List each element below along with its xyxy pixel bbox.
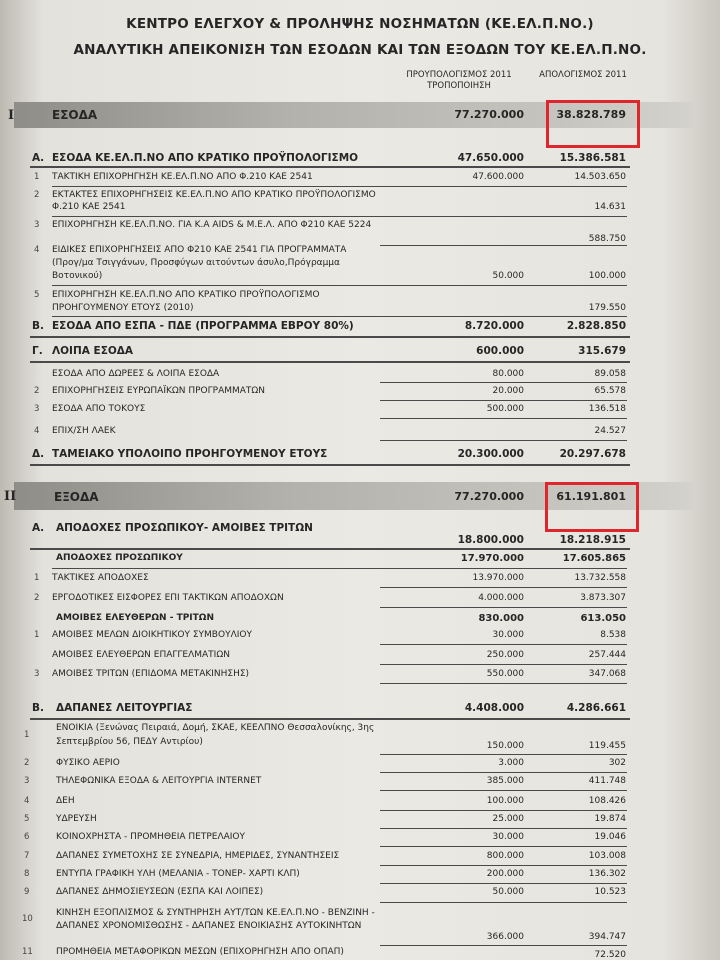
item-number: 4 bbox=[34, 426, 40, 436]
item-actual: 100.000 bbox=[588, 271, 626, 281]
item-label-line2: (Προγ/μα Τσιγγάνων, Προσφύγων αιτούντων άσυλο,Πρόγραμμα bbox=[52, 258, 340, 268]
item-actual: 8.538 bbox=[600, 630, 626, 640]
item-actual: 136.518 bbox=[588, 404, 626, 414]
item-budget: 200.000 bbox=[486, 869, 524, 879]
rule bbox=[380, 810, 627, 811]
item-budget: 500.000 bbox=[486, 404, 524, 414]
rule bbox=[52, 186, 627, 187]
revenue-c-actual: 315.679 bbox=[578, 345, 626, 357]
item-label-line3: Βοτονικού) bbox=[52, 271, 103, 281]
revenue-b-actual: 2.828.850 bbox=[566, 320, 626, 332]
rule bbox=[380, 883, 627, 884]
item-actual: 65.578 bbox=[594, 386, 626, 396]
item-actual: 10.523 bbox=[594, 887, 626, 897]
item-label: ΚΙΝΗΣΗ ΕΞΟΠΛΙΣΜΟΣ & ΣΥΝΤΗΡΗΣΗ ΑΥΤ/ΤΩΝ ΚΕ.ΕΛ.Π.ΝΟ - ΒΕΝΖΙΝΗ - bbox=[56, 908, 375, 918]
revenue-c-label: ΛΟΙΠΑ ΕΣΟΔΑ bbox=[52, 345, 134, 357]
expenses-third-budget: 830.000 bbox=[478, 613, 524, 624]
item-actual: 3.873.307 bbox=[580, 593, 626, 603]
item-number: 1 bbox=[34, 172, 40, 182]
document-subtitle: ΑΝΑΛΥΤΙΚΗ ΑΠΕΙΚΟΝΙΣΗ ΤΩΝ ΕΣΟΔΩΝ ΚΑΙ ΤΩΝ ΕΞΟΔΩΝ ΤΟΥ ΚΕ.ΕΛ.Π.ΝΟ. bbox=[73, 42, 647, 58]
expenses-staff-row bbox=[0, 553, 720, 569]
item-budget: 550.000 bbox=[486, 669, 524, 679]
item-actual: 14.631 bbox=[594, 202, 626, 212]
item-number: 3 bbox=[24, 776, 30, 786]
item-budget: 20.000 bbox=[492, 386, 524, 396]
revenue-b-letter: Β. bbox=[32, 320, 44, 332]
revenue-c-row bbox=[0, 345, 720, 361]
rule bbox=[380, 754, 627, 755]
column-header-budget: ΠΡΟΥΠΟΛΟΓΙΣΜΟΣ 2011 ΤΡΟΠΟΠΟΙΗΣΗ bbox=[406, 70, 512, 91]
item-budget: 30.000 bbox=[492, 630, 524, 640]
expenses-third-label: ΑΜΟΙΒΕΣ ΕΛΕΥΘΕΡΩΝ - ΤΡΙΤΩΝ bbox=[56, 613, 214, 623]
expenses-a-letter: Α. bbox=[32, 522, 45, 534]
item-label-line2: Φ.210 ΚΑΕ 2541 bbox=[52, 202, 126, 212]
expenses-a-label: ΑΠΟΔΟΧΕΣ ΠΡΟΣΩΠΙΚΟΥ- ΑΜΟΙΒΕΣ ΤΡΙΤΩΝ bbox=[56, 522, 313, 534]
expenses-staff-actual: 17.605.865 bbox=[562, 553, 626, 564]
item-label: ΤΑΚΤΙΚΕΣ ΑΠΟΔΟΧΕΣ bbox=[52, 573, 149, 583]
expenses-b-label: ΔΑΠΑΝΕΣ ΛΕΙΤΟΥΡΓΙΑΣ bbox=[56, 702, 193, 714]
item-actual: 257.444 bbox=[588, 650, 626, 660]
rule bbox=[380, 945, 627, 946]
item-budget: 13.970.000 bbox=[472, 573, 524, 583]
item-actual: 347.068 bbox=[588, 669, 626, 679]
item-actual: 24.527 bbox=[594, 426, 626, 436]
expenses-staff-label: ΑΠΟΔΟΧΕΣ ΠΡΟΣΩΠΙΚΟΥ bbox=[56, 553, 183, 563]
expenses-roman: II bbox=[4, 489, 17, 504]
item-actual: 19.874 bbox=[594, 814, 626, 824]
item-budget: 366.000 bbox=[486, 932, 524, 942]
item-actual: 108.426 bbox=[588, 796, 626, 806]
item-number: 6 bbox=[24, 832, 30, 842]
revenue-label: ΕΣΟΔΑ bbox=[52, 108, 98, 122]
expenses-a-budget: 18.800.000 bbox=[457, 534, 524, 546]
item-label: ΑΜΟΙΒΕΣ ΕΛΕΥΘΕΡΩΝ ΕΠΑΓΓΕΛΜΑΤΙΩΝ bbox=[52, 650, 230, 660]
item-budget: 100.000 bbox=[486, 796, 524, 806]
item-budget: 800.000 bbox=[486, 851, 524, 861]
item-label-line2: ΠΡΟΗΓΟΥΜΕΝΟΥ ΕΤΟΥΣ (2010) bbox=[52, 303, 194, 313]
rule bbox=[380, 828, 627, 829]
revenue-a-actual: 15.386.581 bbox=[559, 152, 626, 164]
rule bbox=[380, 587, 627, 588]
item-label: ΠΡΟΜΗΘΕΙΑ ΜΕΤΑΦΟΡΙΚΩΝ ΜΕΣΩΝ (ΕΠΙΧΟΡΗΓΗΣΗ ΑΠΟ ΟΠΑΠ) bbox=[56, 947, 344, 957]
item-number: 1 bbox=[34, 630, 40, 640]
revenue-d-budget: 20.300.000 bbox=[457, 448, 524, 460]
item-label-line2: Σεπτεμβρίου 56, ΠΕΔΥ Αντιρίου) bbox=[56, 737, 203, 747]
item-number: 11 bbox=[22, 947, 33, 957]
item-label: ΦΥΣΙΚΟ ΑΕΡΙΟ bbox=[56, 758, 120, 768]
expenses-budget: 77.270.000 bbox=[454, 490, 524, 503]
item-budget: 50.000 bbox=[492, 271, 524, 281]
rule bbox=[52, 316, 627, 317]
expenses-b-actual: 4.286.661 bbox=[566, 702, 626, 714]
item-number: 10 bbox=[22, 914, 33, 924]
rule bbox=[380, 902, 627, 903]
revenue-d-label: ΤΑΜΕΙΑΚΟ ΥΠΟΛΟΙΠΟ ΠΡΟΗΓΟΥΜΕΝΟΥ ΕΤΟΥΣ bbox=[52, 448, 328, 460]
item-label: ΤΗΛΕΦΩΝΙΚΑ ΕΞΟΔΑ & ΛΕΙΤΟΥΡΓΙΑ INTERNET bbox=[56, 776, 262, 786]
item-budget: 30.000 bbox=[492, 832, 524, 842]
document-title: ΚΕΝΤΡΟ ΕΛΕΓΧΟΥ & ΠΡΟΛΗΨΗΣ ΝΟΣΗΜΑΤΩΝ (ΚΕ.ΕΛ.Π.ΝΟ.) bbox=[126, 16, 594, 32]
item-number: 2 bbox=[24, 758, 30, 768]
item-budget: 385.000 bbox=[486, 776, 524, 786]
rule bbox=[30, 336, 630, 338]
item-number: 2 bbox=[34, 386, 40, 396]
item-label: ΥΔΡΕΥΣΗ bbox=[56, 814, 97, 824]
item-label: ΕΚΤΑΚΤΕΣ ΕΠΙΧΟΡΗΓΗΣΕΙΣ ΚΕ.ΕΛ.Π.ΝΟ ΑΠΟ ΚΡΑΤΙΚΟ ΠΡΟΫΠΟΛΟΓΙΣΜΟ bbox=[52, 190, 376, 200]
rule bbox=[52, 216, 627, 217]
revenue-a-letter: Α. bbox=[32, 152, 45, 164]
rule bbox=[380, 644, 627, 645]
item-budget: 47.600.000 bbox=[472, 172, 524, 182]
expenses-b-letter: Β. bbox=[32, 702, 44, 714]
item-label: ΕΡΓΟΔΟΤΙΚΕΣ ΕΙΣΦΟΡΕΣ ΕΠΙ ΤΑΚΤΙΚΩΝ ΑΠΟΔΟΧΩΝ bbox=[52, 593, 284, 603]
item-number: 1 bbox=[34, 573, 40, 583]
expenses-label: ΕΞΟΔΑ bbox=[54, 490, 99, 504]
item-number: 5 bbox=[24, 814, 30, 824]
revenue-d-actual: 20.297.678 bbox=[559, 448, 626, 460]
item-label: ΔΕΗ bbox=[56, 796, 75, 806]
revenue-d-row bbox=[0, 448, 720, 464]
item-label: ΕΠΙΧΟΡΗΓΗΣΗ ΚΕ.ΕΛ.Π.ΝΟ ΑΠΟ ΚΡΑΤΙΚΟ ΠΡΟΫΠΟΛΟΓΙΣΜΟ bbox=[52, 290, 320, 300]
expenses-third-actual: 613.050 bbox=[580, 613, 626, 624]
item-actual: 19.046 bbox=[594, 832, 626, 842]
rule bbox=[30, 718, 630, 720]
item-budget: 250.000 bbox=[486, 650, 524, 660]
item-label: ΕΠΙΧΟΡΗΓΗΣΗ ΚΕ.ΕΛ.Π.ΝΟ. ΓΙΑ Κ.Α AIDS & Μ.Ε.Λ. ΑΠΟ Φ210 ΚΑΕ 5224 bbox=[52, 220, 372, 230]
item-label: ΕΣΟΔΑ ΑΠΟ ΤΟΚΟΥΣ bbox=[52, 404, 146, 414]
rule bbox=[380, 607, 627, 608]
rule bbox=[380, 683, 627, 684]
item-number: 7 bbox=[24, 851, 30, 861]
item-actual: 179.550 bbox=[588, 303, 626, 313]
item-budget: 150.000 bbox=[486, 741, 524, 751]
item-budget: 3.000 bbox=[498, 758, 524, 768]
rule bbox=[380, 865, 627, 866]
expenses-b-row bbox=[0, 702, 720, 718]
expenses-third-row bbox=[0, 613, 720, 629]
item-budget: 80.000 bbox=[492, 369, 524, 379]
item-number: 8 bbox=[24, 869, 30, 879]
expenses-a-row bbox=[0, 522, 720, 546]
item-label: ΕΣΟΔΑ ΑΠΟ ΔΩΡΕΕΣ & ΛΟΙΠΑ ΕΣΟΔΑ bbox=[52, 369, 220, 379]
expenses-staff-budget: 17.970.000 bbox=[460, 553, 524, 564]
expenses-b-budget: 4.408.000 bbox=[464, 702, 524, 714]
item-budget: 25.000 bbox=[492, 814, 524, 824]
item-label: ΚΟΙΝΟΧΡΗΣΤΑ - ΠΡΟΜΗΘΕΙΑ ΠΕΤΡΕΛΑΙΟΥ bbox=[56, 832, 245, 842]
rule bbox=[380, 846, 627, 847]
item-label: ΕΝΟΙΚΙΑ (Ξενώνας Πειραιά, Δομή, ΣΚΑΕ, ΚΕΕΛΠΝΟ Θεσσαλονίκης, 3ης bbox=[56, 723, 375, 733]
expenses-a-actual: 18.218.915 bbox=[559, 534, 626, 546]
revenue-b-label: ΕΣΟΔΑ ΑΠΟ ΕΣΠΑ - ΠΔΕ (ΠΡΟΓΡΑΜΜΑ ΕΒΡΟΥ 80%) bbox=[52, 320, 354, 332]
rule bbox=[380, 664, 627, 665]
item-label: ΕΝΤΥΠΑ ΓΡΑΦΙΚΗ ΥΛΗ (ΜΕΛΑΝΙΑ - ΤΟΝΕΡ- ΧΑΡΤΙ ΚΛΠ) bbox=[56, 869, 300, 879]
item-label: ΔΑΠΑΝΕΣ ΣΥΜΕΤΟΧΗΣ ΣΕ ΣΥΝΕΔΡΙΑ, ΗΜΕΡΙΔΕΣ, ΣΥΝΑΝΤΗΣΕΙΣ bbox=[56, 851, 340, 861]
revenue-b-budget: 8.720.000 bbox=[464, 320, 524, 332]
item-number: 5 bbox=[34, 290, 40, 300]
item-budget: 50.000 bbox=[492, 887, 524, 897]
expenses-actual: 61.191.801 bbox=[556, 490, 626, 503]
revenue-actual: 38.828.789 bbox=[556, 108, 626, 121]
item-budget: 4.000.000 bbox=[478, 593, 524, 603]
rule bbox=[52, 568, 627, 569]
item-number: 2 bbox=[34, 593, 40, 603]
item-actual: 119.455 bbox=[588, 741, 626, 751]
rule bbox=[30, 166, 630, 168]
item-label: ΕΙΔΙΚΕΣ ΕΠΙΧΟΡΗΓΗΣΕΙΣ ΑΠΟ Φ210 ΚΑΕ 2541 ΓΙΑ ΠΡΟΓΡΑΜΜΑΤΑ bbox=[52, 245, 347, 255]
rule bbox=[52, 285, 627, 286]
item-actual: 411.748 bbox=[588, 776, 626, 786]
revenue-roman: I bbox=[8, 108, 15, 123]
revenue-d-letter: Δ. bbox=[32, 448, 45, 460]
revenue-c-letter: Γ. bbox=[32, 345, 43, 357]
item-actual: 13.732.558 bbox=[574, 573, 626, 583]
item-number: 4 bbox=[24, 796, 30, 806]
highlight-box-revenue bbox=[546, 100, 640, 148]
item-label: ΔΑΠΑΝΕΣ ΔΗΜΟΣΙΕΥΣΕΩΝ (ΕΣΠΑ ΚΑΙ ΛΟΙΠΕΣ) bbox=[56, 887, 264, 897]
item-number: 4 bbox=[34, 245, 40, 255]
rule bbox=[30, 361, 630, 363]
item-number: 2 bbox=[34, 190, 40, 200]
expenses-b-item bbox=[0, 887, 720, 903]
item-actual: 302 bbox=[608, 758, 626, 768]
revenue-b-row bbox=[0, 320, 720, 336]
item-label: ΕΠΙΧΟΡΗΓΗΣΕΙΣ ΕΥΡΩΠΑΪΚΩΝ ΠΡΟΓΡΑΜΜΑΤΩΝ bbox=[52, 386, 266, 396]
revenue-a-label: ΕΣΟΔΑ ΚΕ.ΕΛ.Π.ΝΟ ΑΠΟ ΚΡΑΤΙΚΟ ΠΡΟΫΠΟΛΟΓΙΣΜΟ bbox=[52, 152, 359, 164]
item-actual: 14.503.650 bbox=[574, 172, 626, 182]
item-number: 3 bbox=[34, 220, 40, 230]
expenses-b-item bbox=[0, 737, 720, 753]
item-actual: 72.520 bbox=[594, 950, 626, 960]
rule bbox=[30, 464, 630, 466]
rule bbox=[380, 382, 627, 383]
item-label: ΕΠΙΧ/ΣΗ ΛΑΕΚ bbox=[52, 426, 116, 436]
rule bbox=[380, 418, 627, 419]
item-label-line2: ΔΑΠΑΝΕΣ ΧΡΟΝΟΜΙΣΘΩΣΗΣ - ΔΑΠΑΝΕΣ ΕΝΟΙΚΙΑΣΗΣ ΑΥΤΟΚΙΝΗΤΩΝ bbox=[56, 921, 362, 931]
item-label: ΤΑΚΤΙΚΗ ΕΠΙΧΟΡΗΓΗΣΗ ΚΕ.ΕΛ.Π.ΝΟ ΑΠΟ Φ.210 ΚΑΕ 2541 bbox=[52, 172, 313, 182]
item-number: 3 bbox=[34, 669, 40, 679]
item-actual: 89.058 bbox=[594, 369, 626, 379]
item-actual: 394.747 bbox=[588, 932, 626, 942]
rule bbox=[30, 548, 630, 550]
rule bbox=[380, 440, 627, 441]
item-number: 1 bbox=[24, 730, 30, 740]
rule bbox=[380, 400, 627, 401]
item-actual: 103.008 bbox=[588, 851, 626, 861]
revenue-a-budget: 47.650.000 bbox=[457, 152, 524, 164]
expenses-b-item bbox=[0, 947, 720, 960]
rule bbox=[380, 772, 627, 773]
item-label: ΑΜΟΙΒΕΣ ΤΡΙΤΩΝ (ΕΠΙΔΟΜΑ ΜΕΤΑΚΙΝΗΣΗΣ) bbox=[52, 669, 250, 679]
item-actual: 136.302 bbox=[588, 869, 626, 879]
item-actual: 588.750 bbox=[588, 234, 626, 244]
item-number: 9 bbox=[24, 887, 30, 897]
item-number: 3 bbox=[34, 404, 40, 414]
item-label: ΑΜΟΙΒΕΣ ΜΕΛΩΝ ΔΙΟΙΚΗΤΙΚΟΥ ΣΥΜΒΟΥΛΙΟΥ bbox=[52, 630, 252, 640]
revenue-c-budget: 600.000 bbox=[476, 345, 524, 357]
rule bbox=[380, 790, 627, 791]
revenue-budget: 77.270.000 bbox=[454, 108, 524, 121]
column-header-actual: ΑΠΟΛΟΓΙΣΜΟΣ 2011 bbox=[539, 70, 627, 80]
